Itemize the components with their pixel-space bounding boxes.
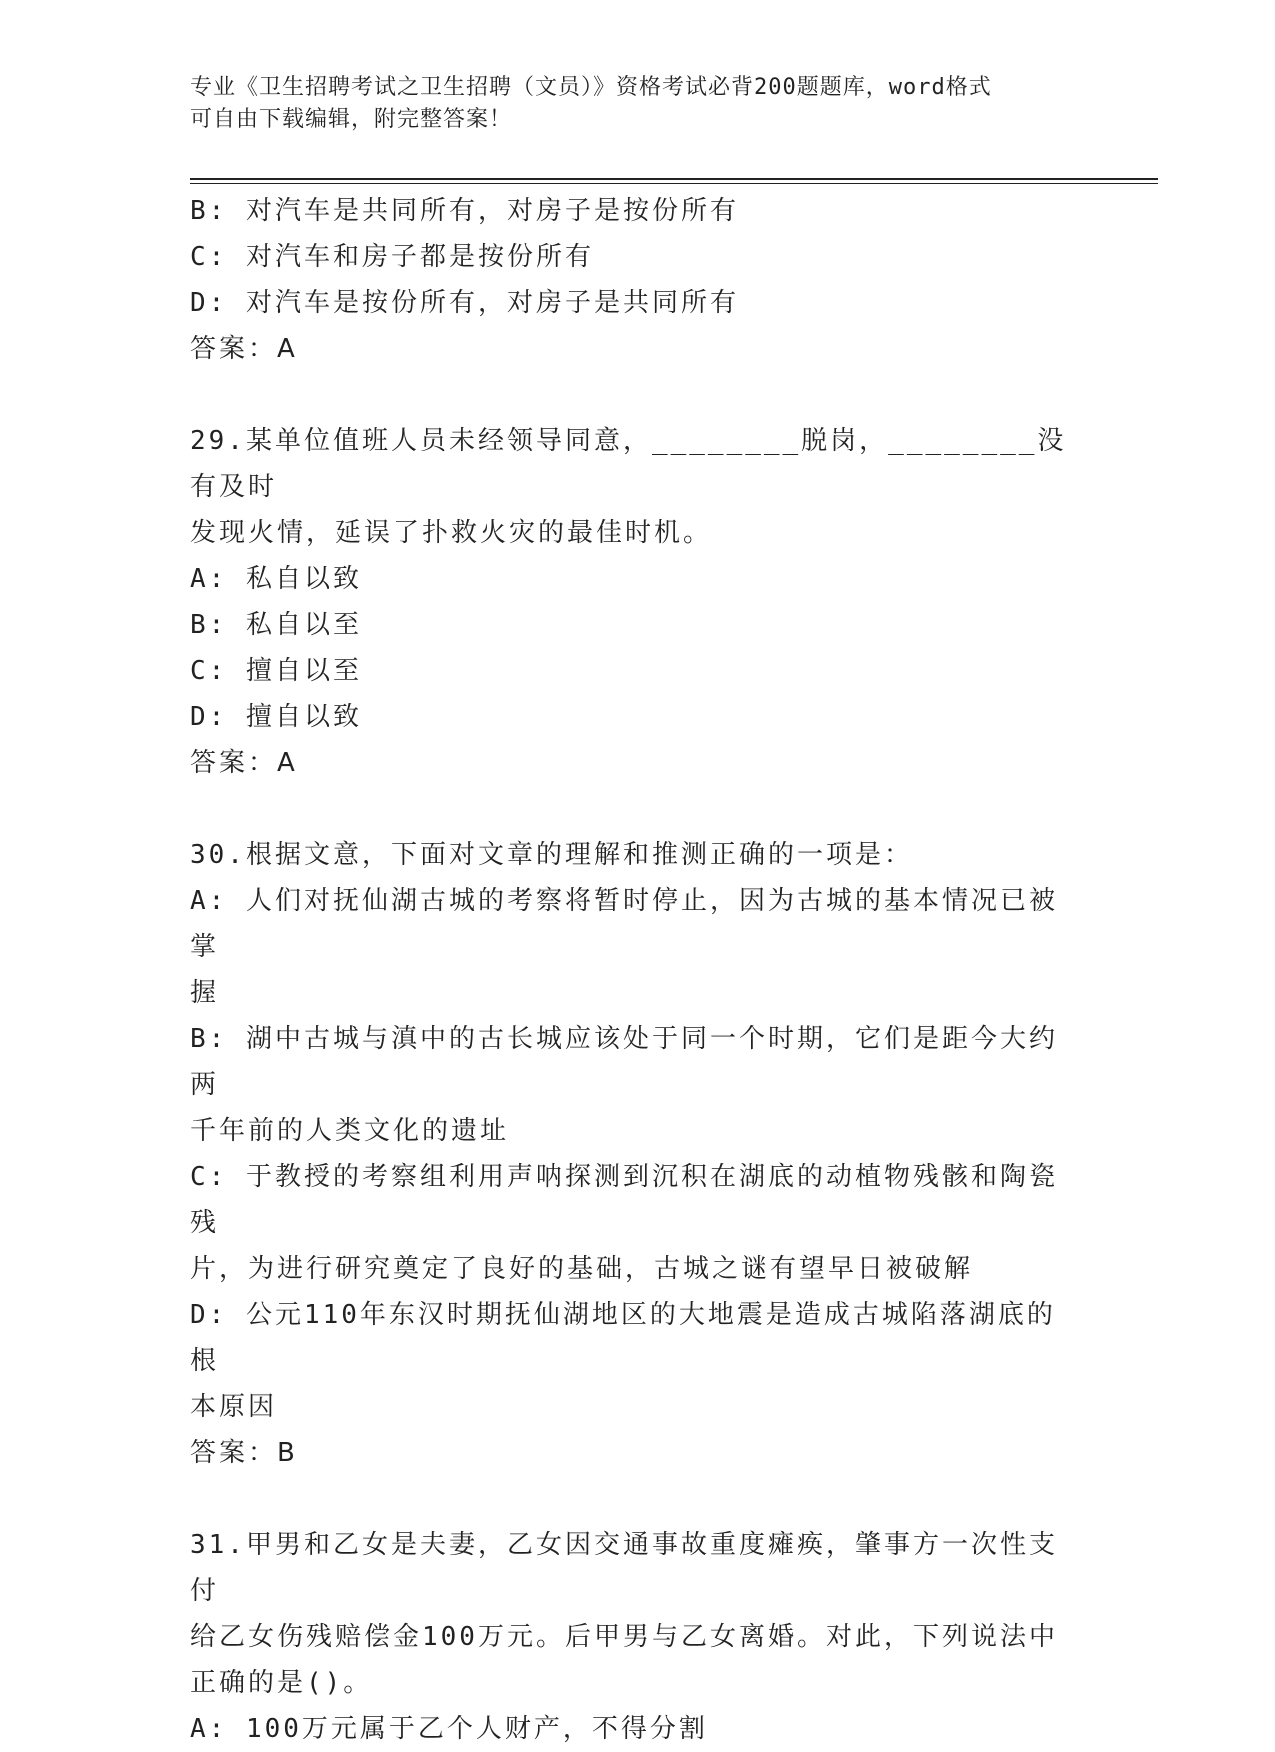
header-title-line-1: 专业《卫生招聘考试之卫生招聘（文员）》资格考试必背200题题库，word格式 <box>190 75 992 100</box>
q30-answer: 答案：B <box>190 1438 298 1468</box>
question-31 <box>190 1522 1090 1752</box>
q30-option-d-line-2: 本原因 <box>190 1392 278 1422</box>
q31-stem-line-2: 给乙女伤残赔偿金100万元。后甲男与乙女离婚。对此，下列说法中 <box>190 1622 1058 1652</box>
q29-answer: 答案：A <box>190 748 298 778</box>
q30-option-d-line-1: D: 公元110年东汉时期抚仙湖地区的大地震是造成古城陷落湖底的根 <box>190 1300 1056 1376</box>
q30-option-b-line-2: 千年前的人类文化的遗址 <box>190 1116 510 1146</box>
q31-option-a: A: 100万元属于乙个人财产，不得分割 <box>190 1714 708 1744</box>
spacer <box>190 786 1090 832</box>
q30-option-b-line-1: B: 湖中古城与滇中的古长城应该处于同一个时期，它们是距今大约两 <box>190 1024 1058 1100</box>
question-28 <box>190 188 1090 372</box>
q28-option-b: B: 对汽车是共同所有，对房子是按份所有 <box>190 196 739 226</box>
header-title-line-2: 可自由下载编辑，附完整答案！ <box>190 107 513 132</box>
q30-option-c-line-1: C: 于教授的考察组利用声呐探测到沉积在湖底的动植物残骸和陶瓷残 <box>190 1162 1058 1238</box>
header-divider-thick <box>190 178 1158 180</box>
q29-stem-line-1: 29.某单位值班人员未经领导同意，________脱岗，________没有及时 <box>190 426 1067 502</box>
question-list <box>190 188 1090 1752</box>
question-29 <box>190 418 1090 786</box>
q31-stem-line-3: 正确的是()。 <box>190 1668 373 1698</box>
q29-option-b: B: 私自以至 <box>190 610 362 640</box>
spacer <box>190 1476 1090 1522</box>
q28-answer: 答案：A <box>190 334 298 364</box>
question-30 <box>190 832 1090 1476</box>
q29-option-d: D: 擅自以致 <box>190 702 362 732</box>
q31-stem-line-1: 31.甲男和乙女是夫妻，乙女因交通事故重度瘫痪，肇事方一次性支付 <box>190 1530 1058 1606</box>
q29-option-a: A: 私自以致 <box>190 564 362 594</box>
spacer <box>190 372 1090 418</box>
document-header <box>190 72 1070 136</box>
q28-option-d: D: 对汽车是按份所有，对房子是共同所有 <box>190 288 739 318</box>
q30-option-a-line-2: 握 <box>190 978 220 1008</box>
header-divider-thin <box>190 183 1158 184</box>
q30-stem: 30.根据文意，下面对文章的理解和推测正确的一项是： <box>190 840 913 870</box>
q28-option-c: C: 对汽车和房子都是按份所有 <box>190 242 594 272</box>
q30-option-a-line-1: A: 人们对抚仙湖古城的考察将暂时停止，因为古城的基本情况已被掌 <box>190 886 1058 962</box>
q29-option-c: C: 擅自以至 <box>190 656 362 686</box>
q29-stem-line-2: 发现火情，延误了扑救火灾的最佳时机。 <box>190 518 713 548</box>
q30-option-c-line-2: 片，为进行研究奠定了良好的基础，古城之谜有望早日被破解 <box>190 1254 974 1284</box>
